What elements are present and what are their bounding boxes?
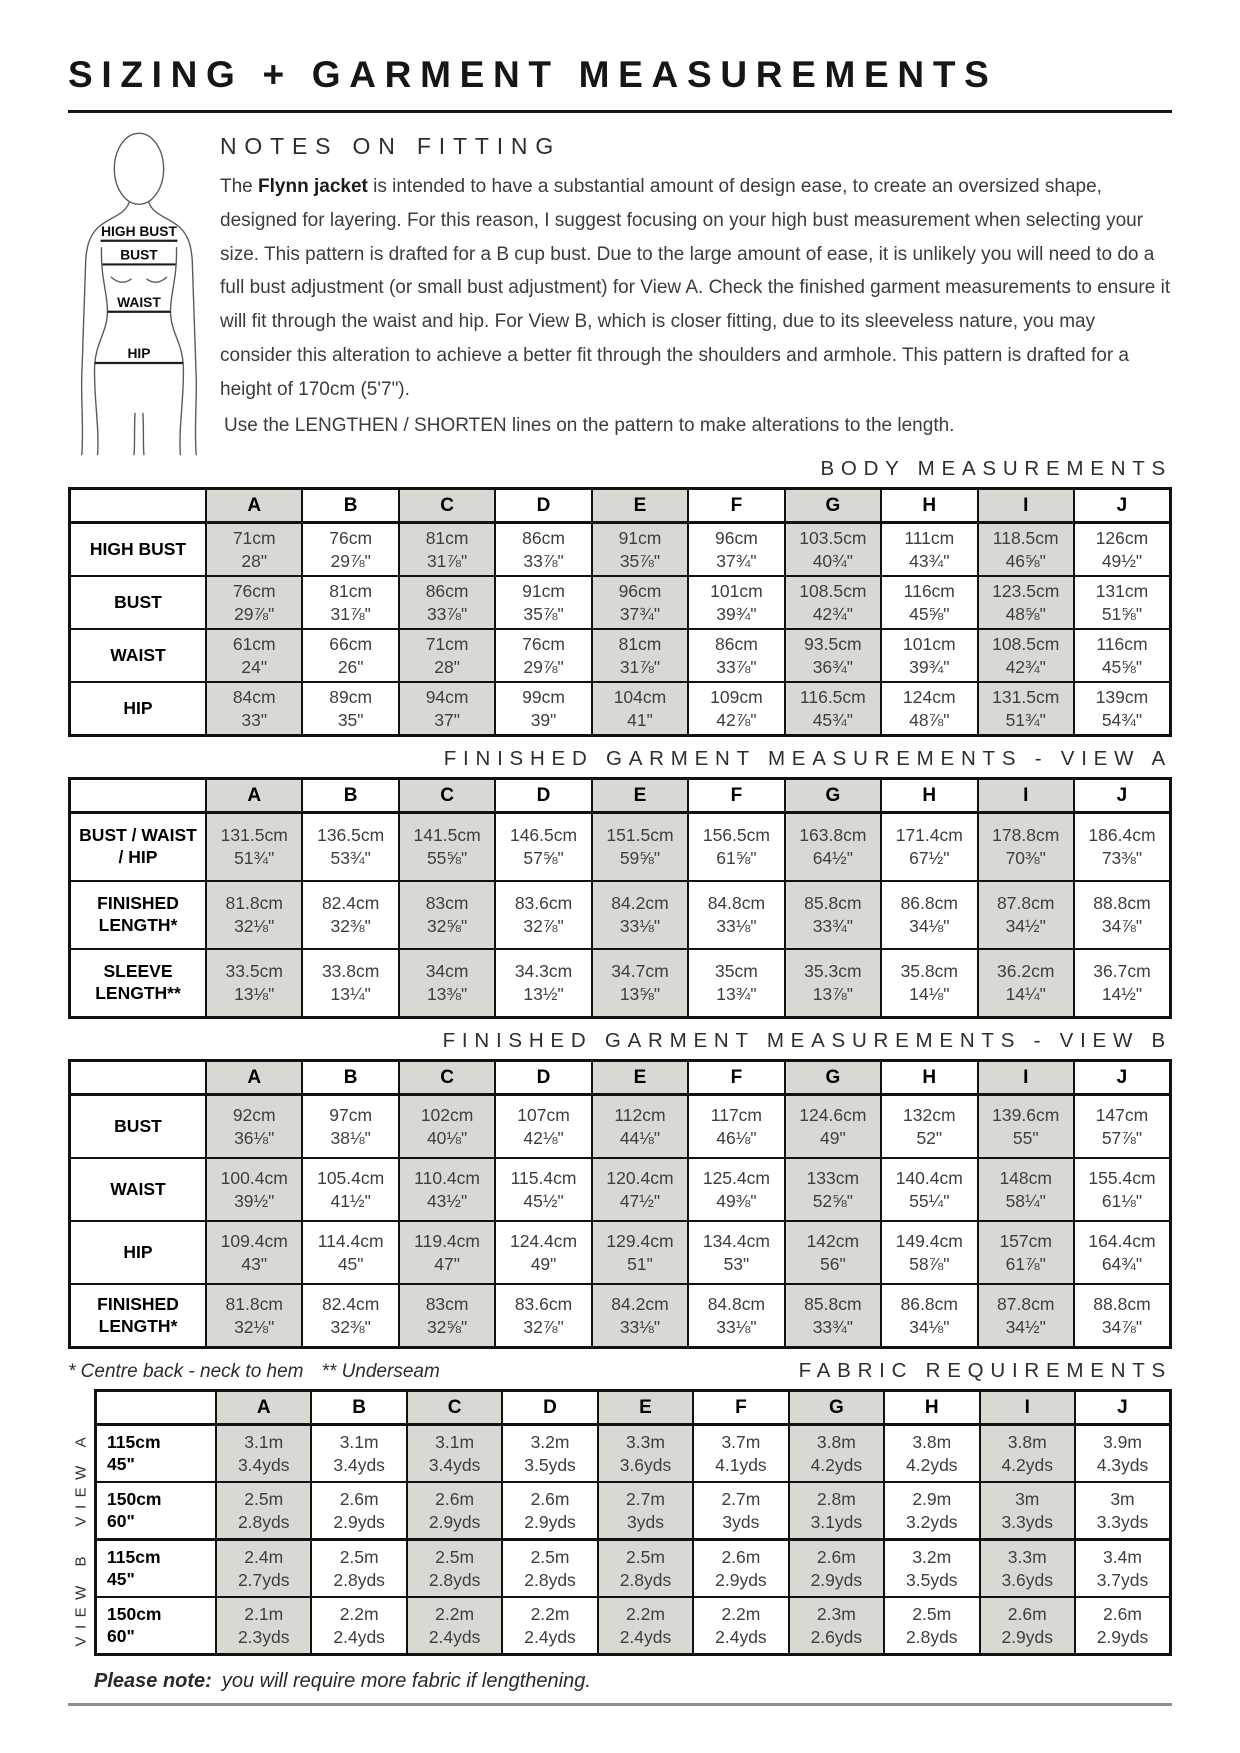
measurement-cell: 36.7cm 14½" xyxy=(1074,949,1171,1018)
measurement-cell: 3m 3.3yds xyxy=(980,1482,1075,1540)
measurement-table xyxy=(94,1389,1172,1656)
measurement-cell: 82.4cm 32⅜" xyxy=(302,881,398,949)
measurement-cell: 3.8m 4.2yds xyxy=(789,1425,884,1483)
size-column-header: J xyxy=(1074,489,1171,523)
measurement-cell: 2.5m 2.8yds xyxy=(598,1540,693,1598)
measurement-cell: 139cm 54¾" xyxy=(1074,682,1171,736)
measurement-cell: 101cm 39¾" xyxy=(881,629,977,682)
measurement-cell: 131.5cm 51¾" xyxy=(206,813,302,882)
table-corner-cell xyxy=(70,489,207,523)
size-column-header: E xyxy=(592,779,688,813)
measurement-cell: 86cm 33⅞" xyxy=(399,576,495,629)
measurement-cell: 91cm 35⅞" xyxy=(592,523,688,577)
size-column-header: J xyxy=(1075,1391,1171,1425)
measurement-cell: 91cm 35⅞" xyxy=(495,576,591,629)
size-column-header: A xyxy=(216,1391,311,1425)
measurement-cell: 2.7m 3yds xyxy=(693,1482,788,1540)
vertical-label-spacer xyxy=(68,1389,94,1419)
measurement-cell: 133cm 52⅝" xyxy=(785,1158,881,1221)
measurement-cell: 156.5cm 61⅝" xyxy=(688,813,784,882)
measurement-cell: 33.5cm 13⅛" xyxy=(206,949,302,1018)
waist-figure-label: WAIST xyxy=(117,294,161,310)
fabric-requirements-section xyxy=(68,1389,1172,1656)
size-column-header: H xyxy=(881,1061,977,1095)
measurement-cell: 2.2m 2.4yds xyxy=(502,1597,597,1655)
measurement-cell: 108.5cm 42¾" xyxy=(785,576,881,629)
measurement-cell: 164.4cm 64¾" xyxy=(1074,1221,1171,1284)
measurement-cell: 88.8cm 34⅞" xyxy=(1074,881,1171,949)
size-column-header: B xyxy=(302,779,398,813)
measurement-cell: 33.8cm 13¼" xyxy=(302,949,398,1018)
measurement-cell: 100.4cm 39½" xyxy=(206,1158,302,1221)
measurement-cell: 124cm 48⅞" xyxy=(881,682,977,736)
measurement-cell: 89cm 35" xyxy=(302,682,398,736)
size-column-header: C xyxy=(399,489,495,523)
hip-figure-label: HIP xyxy=(127,346,151,362)
measurement-cell: 111cm 43¾" xyxy=(881,523,977,577)
measurement-cell: 86cm 33⅞" xyxy=(688,629,784,682)
size-column-header: H xyxy=(881,779,977,813)
row-label: WAIST xyxy=(70,1158,207,1221)
size-column-header: I xyxy=(978,1061,1074,1095)
table-footnotes xyxy=(68,1361,458,1383)
measurement-cell: 35cm 13¾" xyxy=(688,949,784,1018)
measurement-cell: 109.4cm 43" xyxy=(206,1221,302,1284)
row-label: BUST xyxy=(70,1095,207,1159)
measurement-cell: 3m 3.3yds xyxy=(1075,1482,1171,1540)
measurement-cell: 109cm 42⅞" xyxy=(688,682,784,736)
measurement-cell: 84cm 33" xyxy=(206,682,302,736)
measurement-cell: 123.5cm 48⅝" xyxy=(978,576,1074,629)
measurement-cell: 3.8m 4.2yds xyxy=(980,1425,1075,1483)
measurement-cell: 124.6cm 49" xyxy=(785,1095,881,1159)
centre-back-footnote: * Centre back - neck to hem xyxy=(68,1361,304,1382)
measurement-cell: 3.4m 3.7yds xyxy=(1075,1540,1171,1598)
measurement-cell: 3.8m 4.2yds xyxy=(884,1425,979,1483)
measurement-cell: 2.6m 2.9yds xyxy=(502,1482,597,1540)
measurement-cell: 84.2cm 33⅛" xyxy=(592,1284,688,1348)
measurement-cell: 84.8cm 33⅛" xyxy=(688,1284,784,1348)
measurement-cell: 119.4cm 47" xyxy=(399,1221,495,1284)
size-column-header: D xyxy=(495,1061,591,1095)
measurement-cell: 36.2cm 14¼" xyxy=(978,949,1074,1018)
measurement-cell: 66cm 26" xyxy=(302,629,398,682)
measurement-cell: 2.6m 2.9yds xyxy=(1075,1597,1171,1655)
size-column-header: J xyxy=(1074,779,1171,813)
underseam-footnote: ** Underseam xyxy=(321,1361,440,1382)
measurement-cell: 3.3m 3.6yds xyxy=(980,1540,1075,1598)
measurement-cell: 83cm 32⅝" xyxy=(399,881,495,949)
measurement-cell: 86cm 33⅞" xyxy=(495,523,591,577)
measurement-cell: 71cm 28" xyxy=(206,523,302,577)
measurement-cell: 3.1m 3.4yds xyxy=(311,1425,406,1483)
measurement-cell: 96cm 37¾" xyxy=(592,576,688,629)
measurement-cell: 82.4cm 32⅜" xyxy=(302,1284,398,1348)
measurement-cell: 86.8cm 34⅛" xyxy=(881,881,977,949)
size-column-header: D xyxy=(502,1391,597,1425)
measurement-cell: 147cm 57⅞" xyxy=(1074,1095,1171,1159)
size-column-header: G xyxy=(785,489,881,523)
measurement-cell: 71cm 28" xyxy=(399,629,495,682)
measurement-cell: 116cm 45⅝" xyxy=(1074,629,1171,682)
row-label: BUST xyxy=(70,576,207,629)
measurement-cell: 103.5cm 40¾" xyxy=(785,523,881,577)
measurement-cell: 2.5m 2.8yds xyxy=(407,1540,502,1598)
measurement-cell: 96cm 37¾" xyxy=(688,523,784,577)
notes-paragraph: The Flynn jacket is intended to have a substantial amount of design ease, to create an oversized shape, designed for layering. For this reason, I suggest focusing on your high bust measurement when selecting your size. This pattern is drafted for a B cup bust. Due to the large amount of ease, it is unlikely you will need to do a full bust adjustment (or small bust adjustment) for View A. Check the finished garment measurements to ensure it will fit through the waist and hip. For View B, which is closer fitting, due to its sleeveless nature, you may consider this alteration to achieve a better fit through the shoulders and armhole. This pattern is drafted for a height of 170cm (5'7"). xyxy=(220,176,1171,400)
size-column-header: A xyxy=(206,1061,302,1095)
size-column-header: I xyxy=(978,489,1074,523)
measurement-cell: 146.5cm 57⅝" xyxy=(495,813,591,882)
view-b-heading: FINISHED GARMENT MEASUREMENTS - VIEW B xyxy=(442,1029,1172,1052)
view-a-heading: FINISHED GARMENT MEASUREMENTS - VIEW A xyxy=(443,747,1172,770)
measurement-cell: 114.4cm 45" xyxy=(302,1221,398,1284)
measurement-cell: 107cm 42⅛" xyxy=(495,1095,591,1159)
measurement-cell: 149.4cm 58⅞" xyxy=(881,1221,977,1284)
size-column-header: D xyxy=(495,779,591,813)
measurement-cell: 136.5cm 53¾" xyxy=(302,813,398,882)
please-note: Please note: you will require more fabric if lengthening. xyxy=(94,1670,591,1692)
measurement-cell: 88.8cm 34⅞" xyxy=(1074,1284,1171,1348)
size-column-header: G xyxy=(785,779,881,813)
row-label: 150cm 60" xyxy=(96,1482,217,1540)
measurement-table xyxy=(68,777,1172,1019)
size-column-header: C xyxy=(399,779,495,813)
measurement-cell: 83cm 32⅝" xyxy=(399,1284,495,1348)
measurement-cell: 2.6m 2.9yds xyxy=(980,1597,1075,1655)
page-title: SIZING + GARMENT MEASUREMENTS xyxy=(68,54,998,95)
measurement-cell: 2.5m 2.8yds xyxy=(216,1482,311,1540)
size-column-header: A xyxy=(206,779,302,813)
measurement-cell: 76cm 29⅞" xyxy=(495,629,591,682)
body-measurements-table xyxy=(68,487,1172,737)
measurement-cell: 81cm 31⅞" xyxy=(592,629,688,682)
measurement-cell: 85.8cm 33¾" xyxy=(785,881,881,949)
measurement-cell: 85.8cm 33¾" xyxy=(785,1284,881,1348)
measurement-cell: 124.4cm 49" xyxy=(495,1221,591,1284)
measurement-cell: 83.6cm 32⅞" xyxy=(495,1284,591,1348)
measurement-cell: 61cm 24" xyxy=(206,629,302,682)
notes-heading: NOTES ON FITTING xyxy=(220,133,562,159)
measurement-cell: 105.4cm 41½" xyxy=(302,1158,398,1221)
measurement-cell: 84.2cm 33⅛" xyxy=(592,881,688,949)
measurement-cell: 3.2m 3.5yds xyxy=(502,1425,597,1483)
fabric-requirements-heading: FABRIC REQUIREMENTS xyxy=(798,1359,1172,1382)
row-label: 115cm 45" xyxy=(96,1540,217,1598)
footnote-row xyxy=(68,1359,1172,1383)
size-column-header: B xyxy=(302,489,398,523)
measurement-cell: 102cm 40⅛" xyxy=(399,1095,495,1159)
measurement-cell: 142cm 56" xyxy=(785,1221,881,1284)
measurement-cell: 81.8cm 32⅛" xyxy=(206,881,302,949)
measurement-cell: 35.3cm 13⅞" xyxy=(785,949,881,1018)
size-column-header: H xyxy=(881,489,977,523)
measurement-cell: 2.4m 2.7yds xyxy=(216,1540,311,1598)
measurement-cell: 2.5m 2.8yds xyxy=(502,1540,597,1598)
size-column-header: D xyxy=(495,489,591,523)
bust-figure-label: BUST xyxy=(120,247,158,263)
measurement-cell: 116.5cm 45¾" xyxy=(785,682,881,736)
row-label: HIP xyxy=(70,682,207,736)
measurement-cell: 155.4cm 61⅛" xyxy=(1074,1158,1171,1221)
notes-on-fitting-section xyxy=(68,129,1172,457)
view-b-vertical-label: VIEW B xyxy=(72,1548,90,1646)
body-silhouette-figure xyxy=(68,129,206,457)
measurement-cell: 171.4cm 67½" xyxy=(881,813,977,882)
measurement-cell: 132cm 52" xyxy=(881,1095,977,1159)
measurement-cell: 120.4cm 47½" xyxy=(592,1158,688,1221)
row-label: HIP xyxy=(70,1221,207,1284)
measurement-cell: 117cm 46⅛" xyxy=(688,1095,784,1159)
measurement-cell: 131cm 51⅝" xyxy=(1074,576,1171,629)
measurement-cell: 115.4cm 45½" xyxy=(495,1158,591,1221)
measurement-cell: 134.4cm 53" xyxy=(688,1221,784,1284)
measurement-cell: 2.6m 2.9yds xyxy=(407,1482,502,1540)
lengthen-shorten-note: Use the LENGTHEN / SHORTEN lines on the pattern to make alterations to the length. xyxy=(224,414,955,436)
measurement-cell: 3.1m 3.4yds xyxy=(407,1425,502,1483)
measurement-cell: 81.8cm 32⅛" xyxy=(206,1284,302,1348)
measurement-cell: 104cm 41" xyxy=(592,682,688,736)
measurement-cell: 2.2m 2.4yds xyxy=(598,1597,693,1655)
measurement-cell: 81cm 31⅞" xyxy=(399,523,495,577)
measurement-cell: 3.1m 3.4yds xyxy=(216,1425,311,1483)
measurement-cell: 141.5cm 55⅝" xyxy=(399,813,495,882)
measurement-cell: 76cm 29⅞" xyxy=(206,576,302,629)
measurement-cell: 3.3m 3.6yds xyxy=(598,1425,693,1483)
measurement-cell: 34.7cm 13⅝" xyxy=(592,949,688,1018)
pattern-name: Flynn jacket xyxy=(258,176,368,197)
measurement-cell: 87.8cm 34½" xyxy=(978,1284,1074,1348)
row-label: WAIST xyxy=(70,629,207,682)
measurement-cell: 84.8cm 33⅛" xyxy=(688,881,784,949)
measurement-cell: 99cm 39" xyxy=(495,682,591,736)
measurement-cell: 2.2m 2.4yds xyxy=(311,1597,406,1655)
measurement-table xyxy=(68,487,1172,737)
measurement-cell: 93.5cm 36¾" xyxy=(785,629,881,682)
table-corner-cell xyxy=(96,1391,217,1425)
measurement-cell: 3.7m 4.1yds xyxy=(693,1425,788,1483)
measurement-cell: 2.5m 2.8yds xyxy=(884,1597,979,1655)
measurement-cell: 151.5cm 59⅝" xyxy=(592,813,688,882)
size-column-header: I xyxy=(980,1391,1075,1425)
body-measurements-heading: BODY MEASUREMENTS xyxy=(820,457,1172,480)
size-column-header: F xyxy=(688,489,784,523)
size-column-header: I xyxy=(978,779,1074,813)
bottom-divider xyxy=(68,1703,1172,1706)
measurement-cell: 2.8m 3.1yds xyxy=(789,1482,884,1540)
size-column-header: E xyxy=(592,489,688,523)
measurement-cell: 126cm 49½" xyxy=(1074,523,1171,577)
measurement-cell: 125.4cm 49⅜" xyxy=(688,1158,784,1221)
measurement-cell: 76cm 29⅞" xyxy=(302,523,398,577)
size-column-header: E xyxy=(598,1391,693,1425)
size-column-header: B xyxy=(302,1061,398,1095)
measurement-cell: 2.2m 2.4yds xyxy=(407,1597,502,1655)
measurement-cell: 3.9m 4.3yds xyxy=(1075,1425,1171,1483)
measurement-cell: 34cm 13⅜" xyxy=(399,949,495,1018)
measurement-cell: 2.3m 2.6yds xyxy=(789,1597,884,1655)
measurement-cell: 3.2m 3.5yds xyxy=(884,1540,979,1598)
measurement-cell: 2.6m 2.9yds xyxy=(789,1540,884,1598)
view-a-vertical-label: VIEW A xyxy=(72,1429,90,1527)
measurement-cell: 87.8cm 34½" xyxy=(978,881,1074,949)
row-label: BUST / WAIST / HIP xyxy=(70,813,207,882)
measurement-cell: 2.5m 2.8yds xyxy=(311,1540,406,1598)
row-label: HIGH BUST xyxy=(70,523,207,577)
measurement-table xyxy=(68,1059,1172,1349)
measurement-cell: 2.6m 2.9yds xyxy=(693,1540,788,1598)
measurement-cell: 2.1m 2.3yds xyxy=(216,1597,311,1655)
row-label: SLEEVE LENGTH** xyxy=(70,949,207,1018)
size-column-header: F xyxy=(693,1391,788,1425)
measurement-cell: 101cm 39¾" xyxy=(688,576,784,629)
high-bust-figure-label: HIGH BUST xyxy=(101,223,177,239)
measurement-cell: 186.4cm 73⅜" xyxy=(1074,813,1171,882)
measurement-cell: 35.8cm 14⅛" xyxy=(881,949,977,1018)
measurement-cell: 139.6cm 55" xyxy=(978,1095,1074,1159)
table-corner-cell xyxy=(70,779,207,813)
measurement-cell: 110.4cm 43½" xyxy=(399,1158,495,1221)
finished-garment-view-b-table xyxy=(68,1059,1172,1349)
size-column-header: C xyxy=(407,1391,502,1425)
measurement-cell: 86.8cm 34⅛" xyxy=(881,1284,977,1348)
fabric-requirements-table xyxy=(94,1389,1172,1656)
measurement-cell: 83.6cm 32⅞" xyxy=(495,881,591,949)
measurement-cell: 2.7m 3yds xyxy=(598,1482,693,1540)
size-column-header: A xyxy=(206,489,302,523)
size-column-header: F xyxy=(688,1061,784,1095)
view-vertical-labels xyxy=(68,1389,94,1656)
measurement-cell: 94cm 37" xyxy=(399,682,495,736)
measurement-cell: 118.5cm 46⅝" xyxy=(978,523,1074,577)
size-column-header: G xyxy=(785,1061,881,1095)
finished-garment-view-a-table xyxy=(68,777,1172,1019)
title-divider xyxy=(68,110,1172,113)
measurement-cell: 81cm 31⅞" xyxy=(302,576,398,629)
measurement-cell: 178.8cm 70⅜" xyxy=(978,813,1074,882)
row-label: FINISHED LENGTH* xyxy=(70,881,207,949)
measurement-cell: 92cm 36⅛" xyxy=(206,1095,302,1159)
measurement-cell: 163.8cm 64½" xyxy=(785,813,881,882)
size-column-header: H xyxy=(884,1391,979,1425)
measurement-cell: 157cm 61⅞" xyxy=(978,1221,1074,1284)
measurement-cell: 148cm 58¼" xyxy=(978,1158,1074,1221)
row-label: 115cm 45" xyxy=(96,1425,217,1483)
measurement-cell: 112cm 44⅛" xyxy=(592,1095,688,1159)
size-column-header: G xyxy=(789,1391,884,1425)
row-label: 150cm 60" xyxy=(96,1597,217,1655)
measurement-cell: 34.3cm 13½" xyxy=(495,949,591,1018)
size-column-header: C xyxy=(399,1061,495,1095)
size-column-header: B xyxy=(311,1391,406,1425)
measurement-cell: 2.2m 2.4yds xyxy=(693,1597,788,1655)
size-column-header: E xyxy=(592,1061,688,1095)
measurement-cell: 131.5cm 51¾" xyxy=(978,682,1074,736)
measurement-cell: 108.5cm 42¾" xyxy=(978,629,1074,682)
body-figure-column xyxy=(68,129,206,457)
measurement-cell: 140.4cm 55¼" xyxy=(881,1158,977,1221)
table-corner-cell xyxy=(70,1061,207,1095)
measurement-cell: 2.9m 3.2yds xyxy=(884,1482,979,1540)
measurement-cell: 129.4cm 51" xyxy=(592,1221,688,1284)
size-column-header: J xyxy=(1074,1061,1171,1095)
measurement-cell: 97cm 38⅛" xyxy=(302,1095,398,1159)
size-column-header: F xyxy=(688,779,784,813)
measurement-cell: 116cm 45⅝" xyxy=(881,576,977,629)
row-label: FINISHED LENGTH* xyxy=(70,1284,207,1348)
measurement-cell: 2.6m 2.9yds xyxy=(311,1482,406,1540)
